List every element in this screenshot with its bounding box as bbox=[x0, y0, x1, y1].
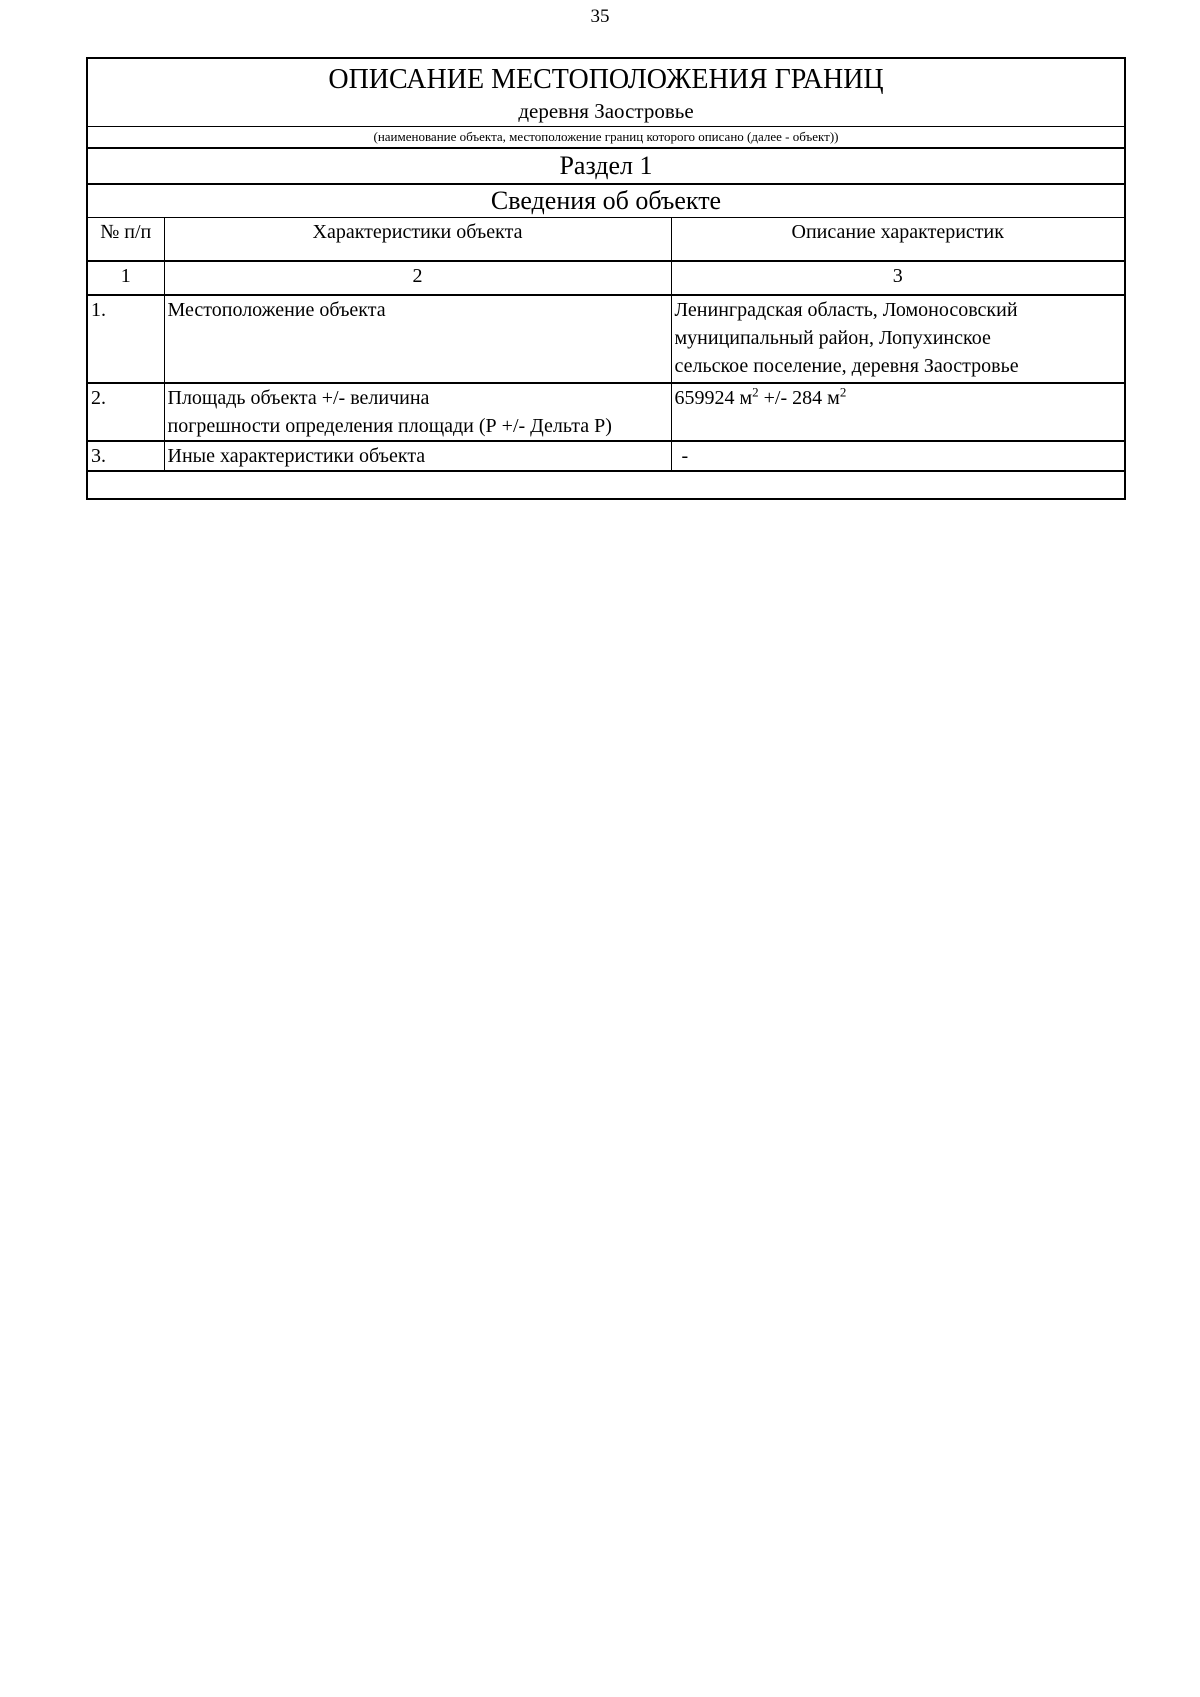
table-row bbox=[88, 383, 1124, 441]
area-error: 284 м bbox=[792, 387, 840, 409]
empty-cell bbox=[88, 471, 1124, 498]
area-error-unit-power: 2 bbox=[839, 384, 847, 400]
header-description: Описание характеристик bbox=[671, 218, 1124, 261]
table-empty-row bbox=[88, 471, 1124, 498]
area-value: 659924 м bbox=[674, 387, 753, 409]
table-row bbox=[88, 295, 1124, 383]
boundary-description-form bbox=[86, 57, 1126, 500]
table-row bbox=[88, 441, 1124, 471]
header-characteristic: Характеристики объекта bbox=[164, 218, 671, 261]
description-line: - bbox=[681, 445, 689, 467]
row-number: 3. bbox=[88, 441, 164, 471]
description-line: муниципальный район, Лопухинское bbox=[674, 327, 991, 349]
row-characteristic bbox=[164, 383, 671, 441]
document-title: ОПИСАНИЕ МЕСТОПОЛОЖЕНИЯ ГРАНИЦ bbox=[328, 64, 884, 95]
column-number: 2 bbox=[164, 261, 671, 295]
description-line: сельское поселение, деревня Заостровье bbox=[674, 355, 1019, 377]
subsection-title: Сведения об объекте bbox=[88, 185, 1124, 218]
row-description bbox=[671, 295, 1124, 383]
header-number: № п/п bbox=[88, 218, 164, 261]
characteristic-line: Площадь объекта +/- величина bbox=[167, 387, 430, 409]
row-characteristic bbox=[164, 295, 671, 383]
row-characteristic bbox=[164, 441, 671, 471]
row-number: 2. bbox=[88, 383, 164, 441]
column-number: 3 bbox=[671, 261, 1124, 295]
row-description bbox=[671, 383, 1124, 441]
description-line: Ленинградская область, Ломоносовский bbox=[674, 299, 1018, 321]
page-number: 35 bbox=[590, 6, 610, 27]
characteristic-line: Местоположение объекта bbox=[167, 299, 386, 321]
object-info-table bbox=[88, 218, 1124, 498]
object-name: деревня Заостровье bbox=[518, 99, 694, 123]
table-header-row bbox=[88, 218, 1124, 261]
row-description bbox=[671, 441, 1124, 471]
row-number: 1. bbox=[88, 295, 164, 383]
object-name-hint: (наименование объекта, местоположение границ которого описано (далее - объект)) bbox=[88, 127, 1124, 149]
characteristic-line: Иные характеристики объекта bbox=[167, 445, 426, 467]
form-header bbox=[88, 59, 1124, 127]
area-unit-power: 2 bbox=[752, 384, 759, 400]
area-separator: +/- bbox=[758, 387, 793, 409]
characteristic-line: погрешности определения площади (Р +/- Дельта Р) bbox=[167, 415, 612, 437]
section-title: Раздел 1 bbox=[88, 149, 1124, 185]
column-number-row bbox=[88, 261, 1124, 295]
column-number: 1 bbox=[88, 261, 164, 295]
